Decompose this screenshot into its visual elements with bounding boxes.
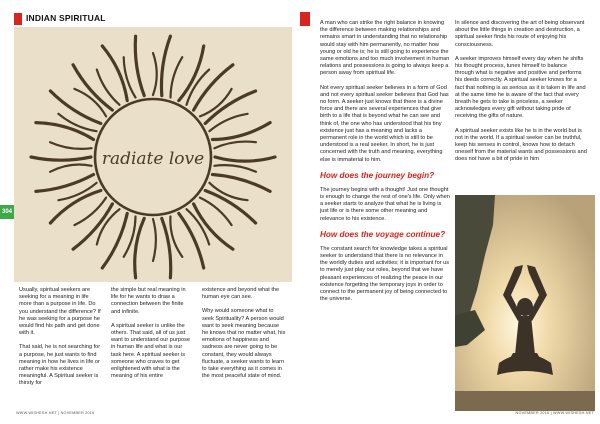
paragraph: In silence and discovering the art of being observant about the little things in creation and destruction, a spiritual seeker finds his route of enjoying his consciousness. [455, 20, 585, 48]
sun-ray [162, 218, 171, 277]
sun-ray [179, 213, 204, 268]
left-footer: WWW.WISHESH.NET | NOVEMBER 2016 [16, 411, 95, 415]
meditation-silhouette [455, 195, 595, 411]
section-title: INDIAN SPIRITUAL [26, 13, 106, 23]
sun-ray [135, 36, 144, 95]
sun-drawing [14, 27, 292, 282]
sun-ray [73, 65, 112, 110]
sun-ray [213, 175, 271, 192]
left-column-3 [202, 287, 286, 387]
sun-ray [102, 46, 127, 101]
right-column-1 [320, 20, 450, 311]
sun-ray [135, 218, 144, 277]
radiate-love-artwork [14, 27, 292, 282]
sun-ray [214, 165, 256, 172]
sun-ray [171, 57, 183, 97]
paragraph: existence and beyond what the human eye can see. [202, 287, 280, 301]
sun-ray [73, 204, 112, 249]
sun-ray [161, 36, 170, 95]
meditation-photo [455, 195, 595, 411]
sun-ray [36, 123, 94, 140]
heading-voyage: How does the voyage continue? [320, 229, 446, 239]
sun-ray [31, 157, 91, 160]
sun-ray [153, 53, 157, 95]
paragraph: Usually, spiritual seekers are seeking for a meaning in life more than a purpose in life. Do you understand the difference? If he was seeking for a purpose he would find his path and get done with it. [19, 287, 101, 337]
red-marker [300, 12, 310, 26]
paragraph: The journey begins with a thought! Just one thought is enough to change the rest of one's life. Only when a seeker starts to analyze that what he is living is just life or is there some other meaning and relevance to his existence. [320, 186, 450, 222]
paragraph: The constant search for knowledge takes a spiritual seeker to understand that there is no relevance in the worldly duties and activities; it is important for us to merely just play our roles, beyond that we have pleasant experiences of realizing the peace in our existence forgetting the temporary joys in order to connect to the permanent joy of being connected to the universe. [320, 245, 450, 303]
heading-journey: How does the journey begin? [320, 170, 435, 180]
paragraph: A spiritual seeker exists like he is in the world but is not in the world. If a spiritual seeker can be truthful, keep his senses in control, knows how to detach oneself from the material wants and possessions and does not have a bit of pride in him [455, 127, 587, 163]
paragraph: A man who can strike the right balance in knowing the difference between making relationships and remains smart in understanding that no relationship would stay with him permanently, no matter how young or old he is; he is still going to experience the same emotions and too much involvement in human relations and possessions is going to always keep a person away from spiritual life. [320, 20, 450, 77]
right-page [300, 0, 600, 424]
sun-ray [50, 91, 100, 124]
left-column-1 [19, 287, 101, 395]
sun-ray [97, 209, 120, 244]
sun-ray [209, 183, 247, 200]
paragraph: Not every spiritual seeker believes in a form of God and not every spiritual seeker believes that God has no form. A seeker just knows that there is a divine force and there are several experiences that give birth to a life that is beyond what he can see and think of, the one who has understood that his tiny existence just has a meaning and lacks a permanent role in the world which is still to be understood is a real seeker. In short, he is just concerned with the truth and meaning, everything else is immaterial to him. [320, 84, 449, 163]
page-number: 304 [0, 205, 14, 219]
right-footer: NOVEMBER 2016 | WWW.WISHESH.NET [515, 411, 594, 415]
sun-ray [36, 175, 94, 192]
left-column-2 [111, 287, 193, 387]
paragraph: A spiritual seeker is unlike the others. That said, all of us just want to understand our purpose in human life and what is our task here. A spiritual seeker is someone who craves to get enlightened with what is the meaning of his entire [111, 322, 190, 380]
sun-ray [194, 204, 233, 249]
sun-ray [58, 114, 96, 131]
artwork-text: radiate love [101, 149, 205, 169]
sun-ray [50, 142, 92, 149]
sun-ray [213, 123, 271, 140]
sun-ray [170, 217, 182, 257]
sun-ray [50, 164, 92, 171]
sun-ray [214, 142, 256, 149]
paragraph: Why would someone what to seek Spirituality? A person would want to seek meaning because he knows that no matter what, his emotions of happiness and sadness are never going to be constant, they would always fluctuate, a seeker wants to learn to take everything as it comes in the most peaceful state of mind. [202, 308, 286, 380]
sun-ray [194, 65, 233, 110]
right-column-2 [455, 20, 587, 171]
sun-ray [153, 219, 156, 261]
paragraph: A seeker improves himself every day when he shifts his thought process, tunes himself to balance through what is negative and positive and performs his deeds correctly. A spiritual seeker knows for a fact that nothing is as serious as it is taken in life and at the same time he is aware of the fact that every breath he gets to take is priceless, a seeker acknowledges every gift without taking pride of receiving the gifts of nature. [455, 55, 586, 120]
paragraph: That said, he is not searching for a purpose, he just wants to find meaning in how he lives in life or rather make his existence meaningful. A Spiritual seeker is thirsty for [19, 344, 101, 387]
section-marker [14, 13, 22, 25]
sun-ray [215, 157, 275, 161]
paragraph: the simple but real meaning in life for he wants to draw a connection between the finite and infinite. [111, 287, 186, 315]
